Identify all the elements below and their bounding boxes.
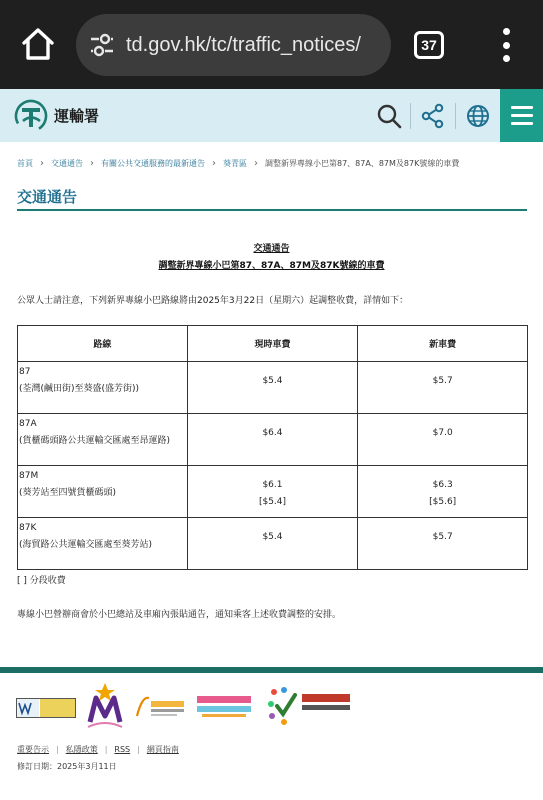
column-header-current-fare: 現時車費: [187, 326, 358, 362]
footer-link-rss[interactable]: RSS: [114, 745, 131, 754]
route-cell: [18, 466, 188, 518]
route-description: (貨櫃碼頭路公共運輸交匯處至昂運路): [19, 436, 171, 446]
new-fare: $6.3: [432, 480, 453, 490]
web-accessibility-badge[interactable]: [266, 686, 354, 726]
new-fare: $7.0: [432, 428, 453, 438]
new-fare: $5.7: [432, 532, 453, 542]
route-description: (海貿路公共運輸交匯處至葵芳站): [19, 540, 153, 550]
chevron-right-icon: ›: [90, 158, 94, 169]
breadcrumb-traffic-notices[interactable]: 交通通告: [51, 159, 83, 168]
breadcrumb-home[interactable]: 首頁: [17, 159, 33, 168]
column-header-new-fare: 新車費: [358, 326, 528, 362]
column-header-route: 路線: [18, 326, 188, 362]
caring-organisation-badge[interactable]: [84, 680, 126, 730]
route-number: 87A: [19, 419, 37, 429]
current-fare-cell: [187, 466, 358, 518]
w3c-wcag-badge[interactable]: [16, 698, 76, 718]
page-title: 交通通告: [17, 188, 78, 206]
tab-switcher-button[interactable]: 37: [414, 31, 444, 59]
more-options-icon[interactable]: [496, 28, 516, 62]
current-fare: $5.4: [262, 532, 283, 542]
new-fare-cell: [358, 414, 528, 466]
table-header-row: [18, 326, 528, 362]
current-fare-cell: [187, 362, 358, 414]
route-number: 87: [19, 367, 31, 377]
chevron-right-icon: ›: [40, 158, 44, 169]
route-cell: [18, 362, 188, 414]
new-fare: $5.7: [432, 376, 453, 386]
hamburger-menu-icon[interactable]: [500, 89, 543, 142]
section-fare-note: [ ] 分段收費: [17, 576, 66, 586]
current-fare: $5.4: [262, 376, 283, 386]
footer-link-web-guide[interactable]: 網頁指南: [146, 745, 179, 754]
share-icon[interactable]: [420, 103, 446, 129]
breadcrumb: [17, 158, 532, 169]
table-row: [18, 466, 528, 518]
notice-closing: 專線小巴營辦商會於小巴總站及車廂內張貼通告，通知乘客上述收費調整的安排。: [17, 610, 342, 620]
transport-department-logo[interactable]: [14, 99, 48, 133]
new-section-fare: [$5.6]: [429, 497, 457, 507]
table-row: [18, 362, 528, 414]
table-row: [18, 414, 528, 466]
notice-intro: 公眾人士請注意，下列新界專線小巴路線將由2025年3月22日（星期六）起調整收費，詳情如下：: [17, 296, 409, 306]
browser-toolbar: [0, 0, 543, 89]
fare-table: [17, 325, 528, 570]
search-icon[interactable]: [376, 103, 402, 129]
language-globe-icon[interactable]: [465, 103, 491, 129]
current-fare-cell: [187, 518, 358, 570]
route-description: (荃灣(鹹田街)至葵盛(盛芳街)): [19, 384, 140, 394]
chevron-right-icon: ›: [254, 158, 258, 169]
new-fare-cell: [358, 518, 528, 570]
new-fare-cell: [358, 466, 528, 518]
breadcrumb-public-transport-notices[interactable]: 有關公共交通服務的最新通告: [101, 159, 205, 168]
breadcrumb-current: 調整新界專線小巴第87、87A、87M及87K號線的車費: [265, 159, 460, 168]
route-description: (葵芳站至四號貨櫃碼頭): [19, 488, 117, 498]
new-fare-cell: [358, 362, 528, 414]
route-number: 87K: [19, 523, 37, 533]
route-cell: [18, 518, 188, 570]
revision-date: 修訂日期：2025年3月11日: [17, 762, 117, 771]
current-fare-cell: [187, 414, 358, 466]
title-divider: [17, 209, 527, 211]
footer-link-important-notices[interactable]: 重要告示: [17, 745, 49, 754]
caring-organisation-15-plus-badge[interactable]: [134, 694, 186, 720]
route-cell: [18, 414, 188, 466]
current-fare: $6.4: [262, 428, 283, 438]
table-row: [18, 518, 528, 570]
footer-divider: [0, 667, 543, 673]
notice-subheading: 調整新界專線小巴第87、87A、87M及87K號線的車費: [158, 261, 385, 271]
site-header: [0, 89, 543, 142]
url-text[interactable]: td.gov.hk/tc/traffic_notices/: [126, 33, 361, 56]
current-fare: $6.1: [262, 480, 283, 490]
link-separator: |: [137, 745, 140, 754]
current-section-fare: [$5.4]: [258, 497, 287, 507]
notice-heading: 交通通告: [253, 244, 290, 254]
footer-link-privacy-policy[interactable]: 私隱政策: [65, 745, 98, 754]
address-bar[interactable]: [76, 14, 391, 76]
route-number: 87M: [19, 471, 39, 481]
site-settings-icon[interactable]: [88, 31, 116, 59]
department-name[interactable]: 運輸署: [54, 107, 100, 125]
link-separator: |: [104, 745, 108, 754]
chevron-right-icon: ›: [212, 158, 216, 169]
footer-badges: [0, 680, 543, 740]
header-divider: [455, 103, 456, 129]
header-divider: [410, 103, 411, 129]
breadcrumb-kwai-tsing[interactable]: 葵青區: [223, 159, 247, 168]
footer-links: [17, 744, 179, 755]
mental-health-workplace-badge[interactable]: [196, 694, 252, 720]
link-separator: |: [56, 745, 59, 754]
home-icon[interactable]: [18, 24, 58, 64]
